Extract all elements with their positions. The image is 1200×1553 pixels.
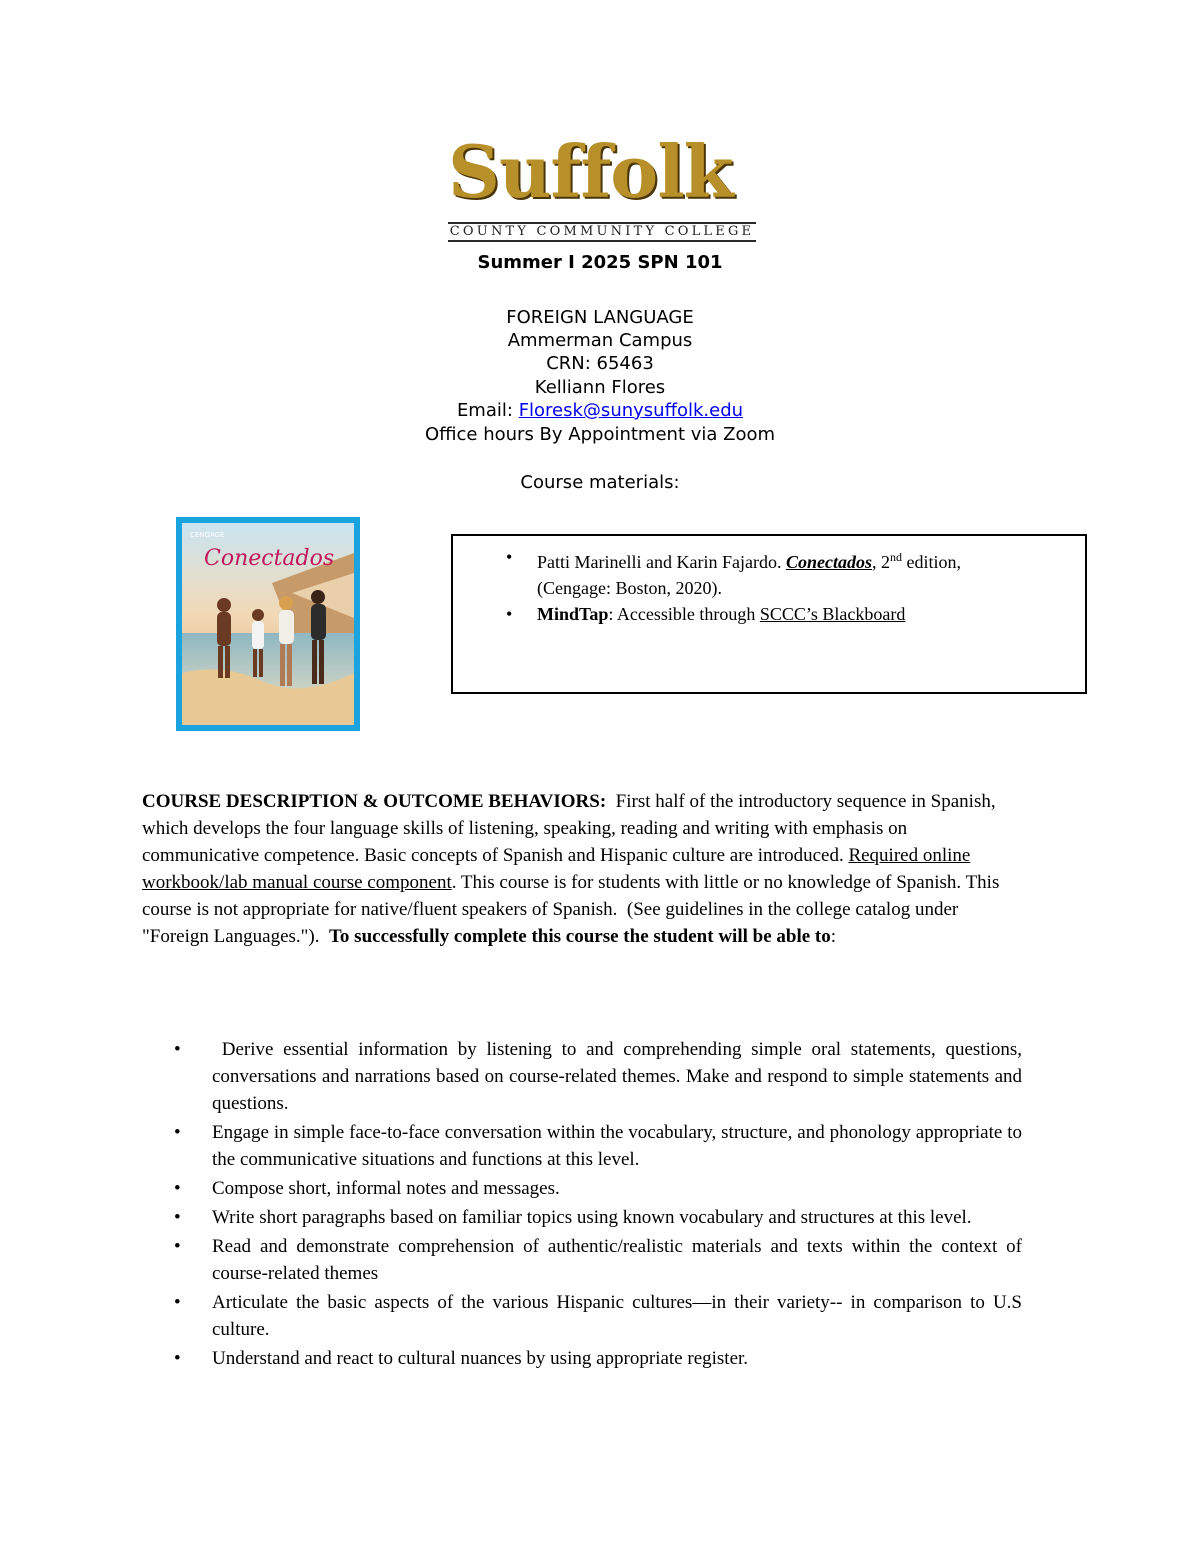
bullet-icon: •	[174, 1348, 181, 1369]
logo-rule-bottom	[448, 240, 756, 242]
bullet-icon: •	[506, 604, 513, 624]
bullet-icon: •	[506, 547, 513, 567]
logo-subline: COUNTY COMMUNITY COLLEGE	[449, 224, 755, 239]
department: FOREIGN LANGUAGE	[506, 307, 694, 328]
suffolk-logo	[446, 129, 758, 242]
bullet-icon: •	[174, 1236, 181, 1257]
bullet-icon: •	[174, 1039, 181, 1060]
list-item: • Write short paragraphs based on familiar topics using known vocabulary and structures at this level.	[142, 1204, 1022, 1231]
bullet-icon: •	[174, 1122, 181, 1143]
email-line	[0, 400, 1200, 422]
course-title: Summer I 2025 SPN 101	[477, 252, 723, 273]
crn: CRN: 65463	[546, 353, 654, 374]
bullet-icon: •	[174, 1207, 181, 1228]
campus: Ammerman Campus	[507, 330, 693, 351]
textbook-title: Conectados	[785, 552, 872, 572]
textbook-cover-art	[182, 523, 354, 725]
cover-title: Conectados	[204, 546, 335, 571]
list-item: • Articulate the basic aspects of the various Hispanic cultures—in their variety-- in comparison to U.S culture.	[142, 1289, 1022, 1343]
blackboard-link[interactable]: SCCC’s Blackboard	[759, 604, 906, 624]
course-materials-box	[451, 534, 1087, 694]
cover-publisher: CENGAGE	[190, 531, 225, 539]
materials-heading: Course materials:	[520, 472, 680, 493]
list-item: • Derive essential information by listening to and comprehending simple oral statements, questions, conversations and narrations based on course-related themes. Make and respond to simple statements and questions.	[142, 1036, 1022, 1117]
material-item-textbook: • Patti Marinelli and Karin Fajardo. Conectados, 2nd edition, (Cengage: Boston, 2020).	[537, 544, 1085, 601]
outcome-intro: To successfully complete this course the student will be able to	[329, 926, 831, 947]
bullet-icon: •	[174, 1178, 181, 1199]
email-link[interactable]: Floresk@sunysuffolk.edu	[518, 400, 744, 421]
office-hours: Office hours By Appointment via Zoom	[424, 424, 776, 445]
list-item: • Compose short, informal notes and messages.	[142, 1175, 1022, 1202]
description-heading: COURSE DESCRIPTION & OUTCOME BEHAVIORS:	[142, 791, 607, 812]
email-label: Email:	[456, 400, 513, 421]
list-item: • Read and demonstrate comprehension of authentic/realistic materials and texts within the context of course-related themes	[142, 1233, 1022, 1287]
bullet-icon: •	[174, 1292, 181, 1313]
textbook-cover	[176, 517, 360, 731]
list-item: • Understand and react to cultural nuances by using appropriate register.	[142, 1345, 1022, 1372]
instructor-name: Kelliann Flores	[534, 377, 666, 398]
logo-wordmark: Suffolk	[448, 129, 733, 214]
outcome-list	[142, 1036, 1027, 1374]
list-item: • Engage in simple face-to-face conversation within the vocabulary, structure, and phonology appropriate to the communicative situations and functions at this level.	[142, 1119, 1022, 1173]
course-description: COURSE DESCRIPTION & OUTCOME BEHAVIORS: First half of the introductory sequence in Spanish, which develops the four language skills of listening, speaking, reading and writing with emphasis on communicative competence. Basic concepts of Spanish and Hispanic culture are introduced. Required online workbook/lab manual course component. This course is for students with little or no knowledge of Spanish. This course is not appropriate for native/fluent speakers of Spanish. (See guidelines in the college catalog under "Foreign Languages."). To successfully complete this course the student will be able to:	[142, 791, 1005, 947]
required-workbook-note: Required online workbook/lab manual course component	[142, 845, 971, 893]
material-item-mindtap: • MindTap: Accessible through SCCC’s Blackboard	[537, 601, 1085, 627]
